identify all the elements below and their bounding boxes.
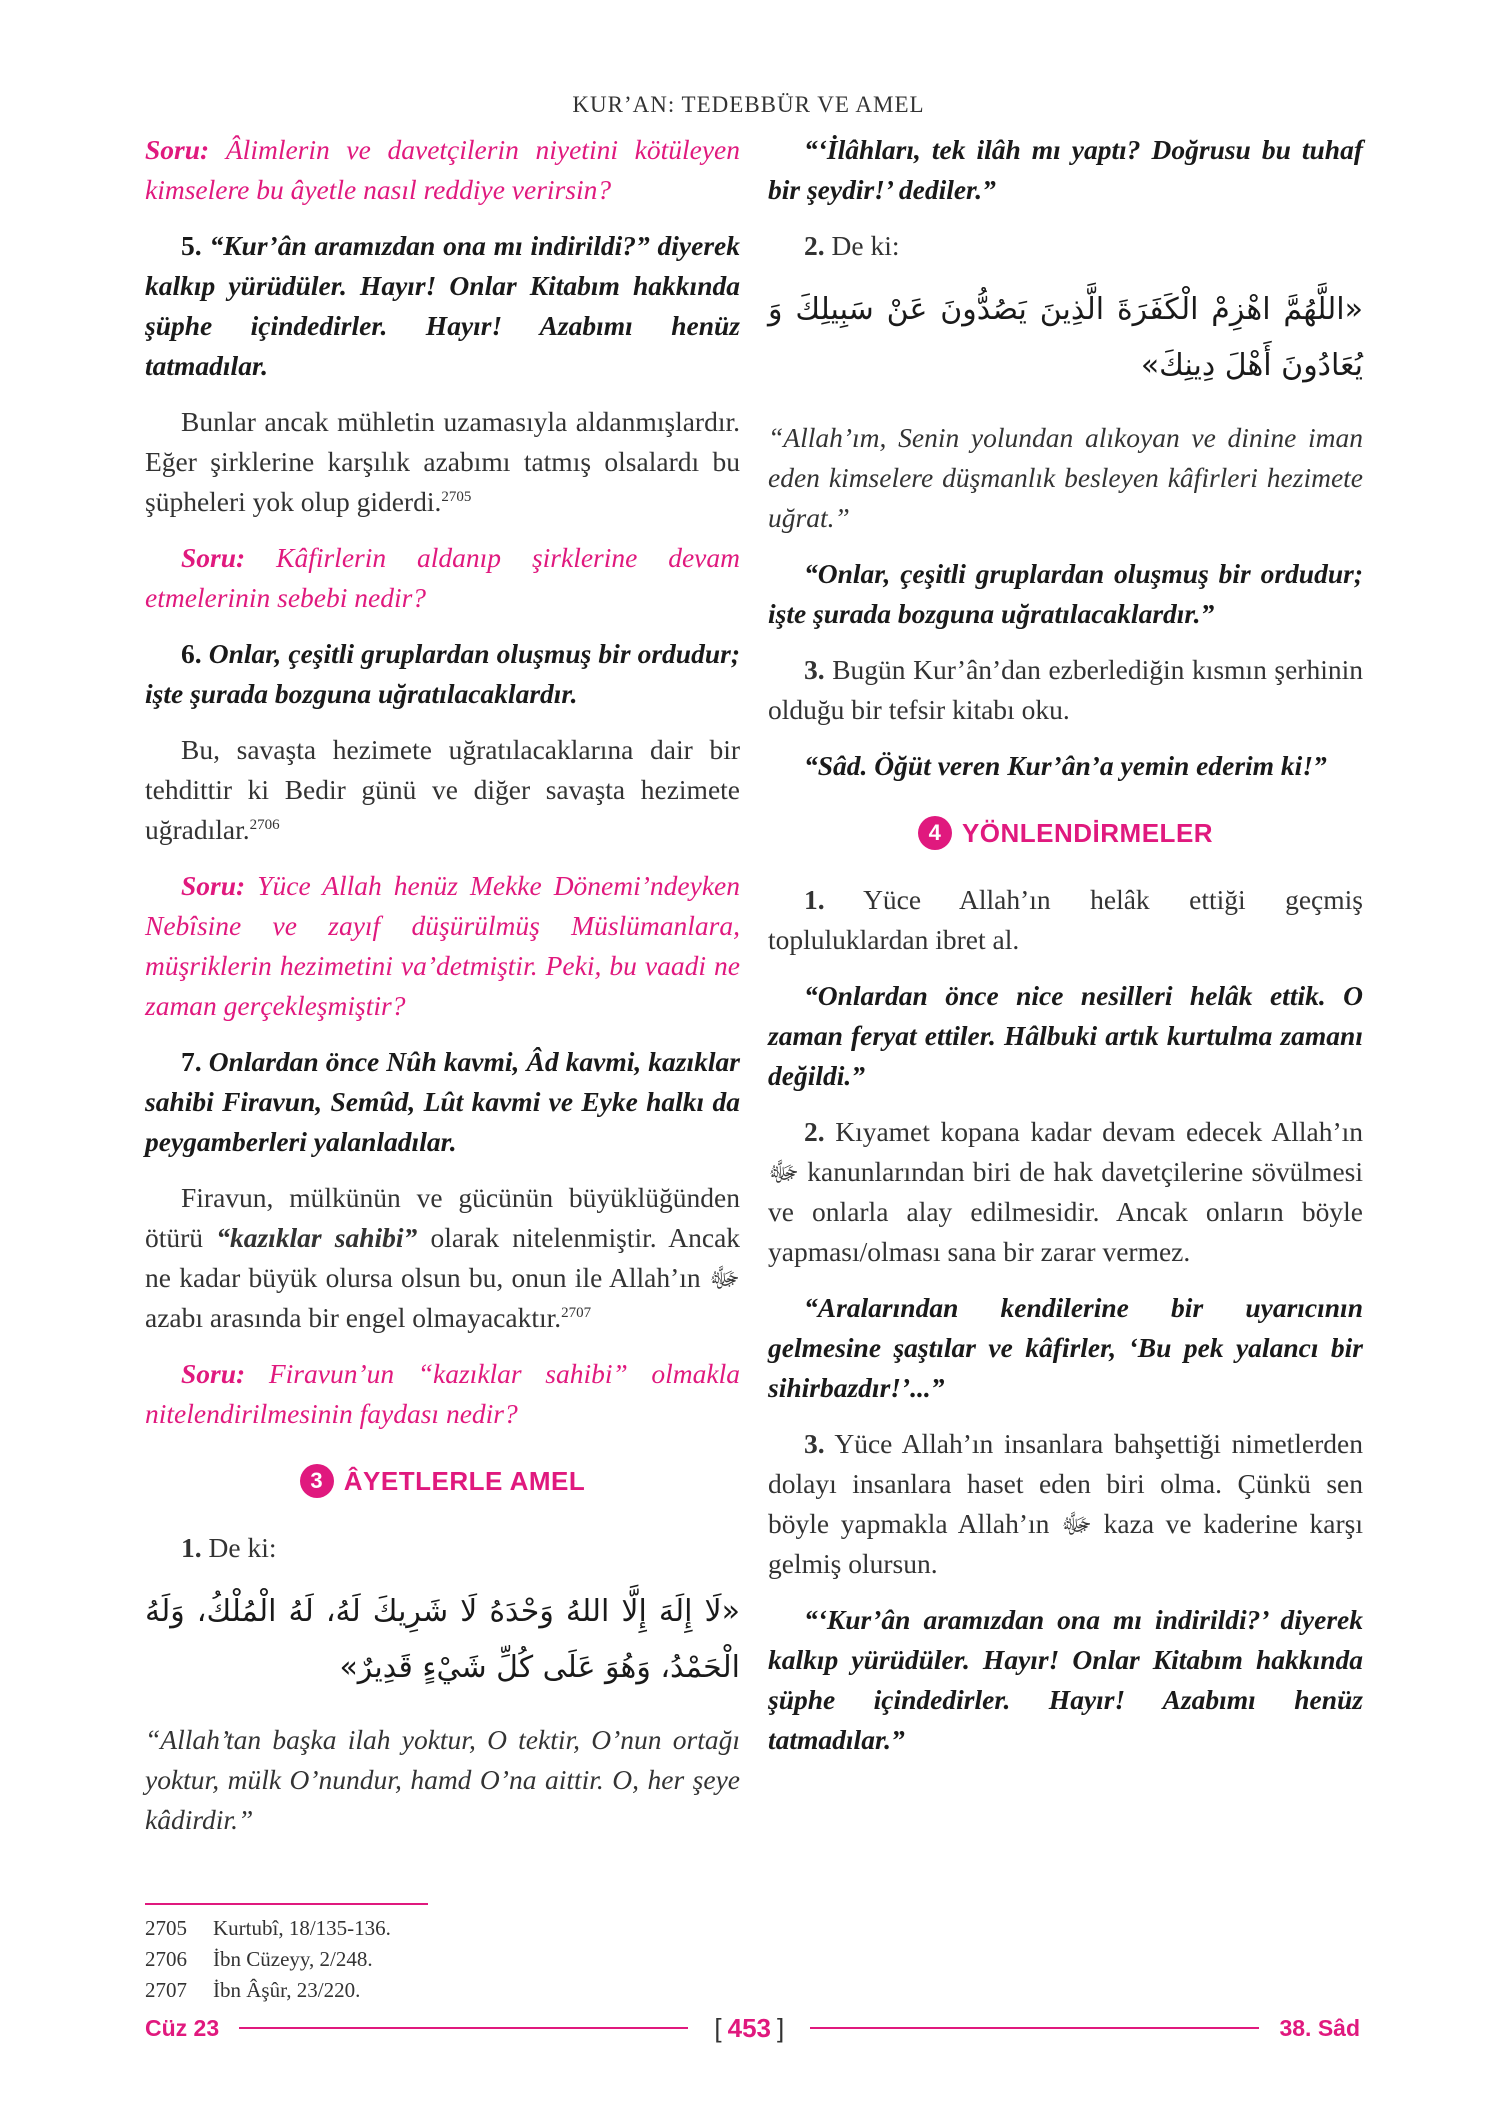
item-number: 2. — [804, 1116, 825, 1147]
question-label: Soru: — [145, 134, 210, 165]
guidance-3 — [768, 1424, 1363, 1584]
arabic-dua-2: «اللَّهُمَّ اهْزِمْ الْكَفَرَةَ الَّذِينَ يَصُدُّونَ عَنْ سَبِيلِكَ وَ يُعَادُونَ أَهْلَ دِينِكَ» — [768, 292, 1363, 383]
question-text: Yüce Allah henüz Mekke Dönemi’ndeyken Nebîsine ve zayıf düşürülmüş Müslümanlara, müşriklerin hezimetini va’detmiştir. Peki, bu vaadi ne zaman gerçekleşmiştir? — [145, 870, 740, 1021]
item-text: Bugün Kur’ân’dan ezberlediğin kısmın şerhinin olduğu bir tefsir kitabı oku. — [768, 654, 1363, 725]
translation-1: “Allah’tan başka ilah yoktur, O tektir, O’nun ortağı yoktur, mülk O’nundur, hamd O’na aittir. O, her şeye kâdirdir.” — [145, 1724, 740, 1835]
verse-continuation: “‘İlâhları, tek ilâh mı yaptı? Doğrusu bu tuhaf bir şeydir!’ dediler.” — [768, 134, 1363, 205]
question-2 — [145, 538, 740, 618]
item-text: De ki: — [208, 1532, 277, 1563]
paragraph-2 — [145, 730, 740, 850]
guidance-3-verse: “‘Kur’ân aramızdan ona mı indirildi?’ diyerek kalkıp yürüdüler. Hayır! Onlar Kitabım hakkında şüphe içindedirler. Hayır! Azabımı henüz tatmadılar.” — [768, 1604, 1363, 1755]
item-text: Yüce Allah’ın helâk ettiği geçmiş topluluklardan ibret al. — [768, 884, 1363, 955]
footnote-ref[interactable]: 2707 — [561, 1304, 592, 1321]
footnote — [145, 1944, 391, 1975]
surah-label: 38. Sâd — [1279, 2014, 1361, 2041]
verse-text: Onlar, çeşitli gruplardan oluşmuş bir ordudur; işte şurada bozguna uğratılacaklardır. — [145, 638, 740, 709]
left-column — [145, 130, 740, 1856]
section-heading-3 — [145, 1464, 740, 1498]
section-number-badge: 4 — [918, 816, 952, 850]
footnote-divider — [145, 1903, 428, 1905]
footnote-text: İbn Âşûr, 23/220. — [213, 1978, 361, 2002]
juz-label: Cüz 23 — [145, 2014, 220, 2041]
question-label: Soru: — [181, 1358, 246, 1389]
guidance-1 — [768, 880, 1363, 960]
verse-number: 7. — [181, 1046, 202, 1077]
item-text: De ki: — [831, 230, 900, 261]
verse-army: “Onlar, çeşitli gruplardan oluşmuş bir ordudur; işte şurada bozguna uğratılacaklardır.” — [768, 558, 1363, 629]
right-column — [768, 130, 1363, 1776]
verse-number: 6. — [181, 638, 202, 669]
item-number: 3. — [804, 654, 825, 685]
item-number: 3. — [804, 1428, 825, 1459]
footer-rule-right — [810, 2027, 1259, 2029]
footnote-ref[interactable]: 2706 — [249, 816, 280, 833]
question-text: Âlimlerin ve davetçilerin niyetini kötüleyen kimselere bu âyetle nasıl reddiye verirsin? — [145, 134, 741, 205]
item-number: 2. — [804, 230, 825, 261]
section-heading-4 — [768, 816, 1363, 850]
action-3 — [768, 650, 1363, 730]
action-1 — [145, 1528, 740, 1568]
footnote-text: Kurtubî, 18/135-136. — [213, 1916, 391, 1940]
paragraph-text: Bu, savaşta hezimete uğratılacaklarına dair bir tehdittir ki Bedir günü ve diğer savaşta hezimete uğradılar. — [145, 734, 740, 845]
verse-sad: “Sâd. Öğüt veren Kur’ân’a yemin ederim ki!” — [804, 750, 1327, 781]
bracket-close: ] — [777, 2012, 785, 2043]
question-4 — [145, 1354, 740, 1434]
footnote-text: İbn Cüzeyy, 2/248. — [213, 1947, 373, 1971]
section-title: ÂYETLERLE AMEL — [343, 1465, 586, 1496]
emphasis-text: “kazıklar sahibi” — [216, 1222, 418, 1253]
section-title: YÖNLENDİRMELER — [961, 817, 1214, 848]
item-text: Kıyamet kopana kadar devam edecek Allah’ın ﷻ kanunlarından biri de hak davetçilerine sövülmesi ve onlarla alay edilmesidir. Ancak onların böyle yapması/olması sana bir zarar vermez. — [768, 1116, 1363, 1267]
footnote — [145, 1975, 391, 2006]
guidance-2 — [768, 1112, 1363, 1272]
footnotes — [145, 1913, 391, 2006]
item-number: 1. — [804, 884, 825, 915]
verse-6 — [145, 634, 740, 714]
verse-text: “Kur’ân aramızdan ona mı indirildi?” diyerek kalkıp yürüdüler. Hayır! Onlar Kitabım hakkında şüphe içindedirler. Hayır! Azabımı henüz tatmadılar. — [145, 230, 740, 381]
section-number-badge: 3 — [300, 1464, 334, 1498]
page-footer — [145, 2010, 1360, 2046]
footnote — [145, 1913, 391, 1944]
footnote-number: 2706 — [145, 1947, 187, 1971]
paragraph-1 — [145, 402, 740, 522]
verse-7 — [145, 1042, 740, 1162]
running-head: KUR’AN: TEDEBBÜR VE AMEL — [572, 92, 925, 117]
question-label: Soru: — [181, 542, 246, 573]
action-2 — [768, 226, 1363, 266]
item-text: Yüce Allah’ın insanlara bahşettiği nimetlerden dolayı insanlara haset eden biri olma. Çünkü sen böyle yapmakla Allah’ın ﷻ kaza ve kaderine karşı gelmiş olursun. — [768, 1428, 1364, 1579]
page-number — [708, 2013, 790, 2044]
item-number: 1. — [181, 1532, 202, 1563]
guidance-2-verse: “Aralarından kendilerine bir uyarıcının gelmesine şaştılar ve kâfirler, ‘Bu pek yalancı bir sihirbazdır!’...” — [768, 1292, 1363, 1403]
bracket-open: [ — [714, 2012, 722, 2043]
paragraph-text: olarak nitelenmiştir. Ancak ne kadar büyük olursa olsun bu, onun ile Allah’ın ﷻ azabı arasında bir engel olmayacaktır. — [145, 1222, 741, 1333]
question-text: Kâfirlerin aldanıp şirklerine devam etmelerinin sebebi nedir? — [145, 542, 741, 613]
guidance-1-verse: “Onlardan önce nice nesilleri helâk ettik. O zaman feryat ettiler. Hâlbuki artık kurtulma zamanı değildi.” — [768, 980, 1363, 1091]
footnote-number: 2705 — [145, 1916, 187, 1940]
paragraph-text: Firavun, mülkünün ve gücünün büyüklüğünden ötürü — [145, 1182, 740, 1253]
page-number-value: 453 — [727, 2012, 771, 2043]
question-3 — [145, 866, 740, 1026]
paragraph-3 — [145, 1178, 740, 1338]
verse-number: 5. — [181, 230, 202, 261]
footer-rule-left — [239, 2027, 688, 2029]
question-text: Firavun’un “kazıklar sahibi” olmakla nitelendirilmesinin faydası nedir? — [145, 1358, 740, 1429]
footnote-number: 2707 — [145, 1978, 187, 2002]
arabic-dua-1: «لَا إِلَهَ إِلَّا اللهُ وَحْدَهُ لَا شَرِيكَ لَهُ، لَهُ الْمُلْكُ، وَلَهُ الْحَمْدُ، وَهُوَ عَلَى كُلِّ شَيْءٍ قَدِيرٌ» — [145, 1594, 740, 1685]
question-1 — [145, 130, 740, 210]
verse-text: Onlardan önce Nûh kavmi, Âd kavmi, kazıklar sahibi Firavun, Semûd, Lût kavmi ve Eyke halkı da peygamberleri yalanladılar. — [145, 1046, 740, 1157]
paragraph-text: Bunlar ancak mühletin uzamasıyla aldanmışlardır. Eğer şirklerine karşılık azabımı tatmış olsalardı bu şüpheleri yok olup giderdi. — [145, 406, 740, 517]
question-label: Soru: — [181, 870, 246, 901]
translation-2: “Allah’ım, Senin yolundan alıkoyan ve dinine iman eden kimselere düşmanlık besleyen kâfirleri hezimete uğrat.” — [768, 422, 1363, 533]
verse-5 — [145, 226, 740, 386]
footnote-ref[interactable]: 2705 — [441, 488, 472, 505]
